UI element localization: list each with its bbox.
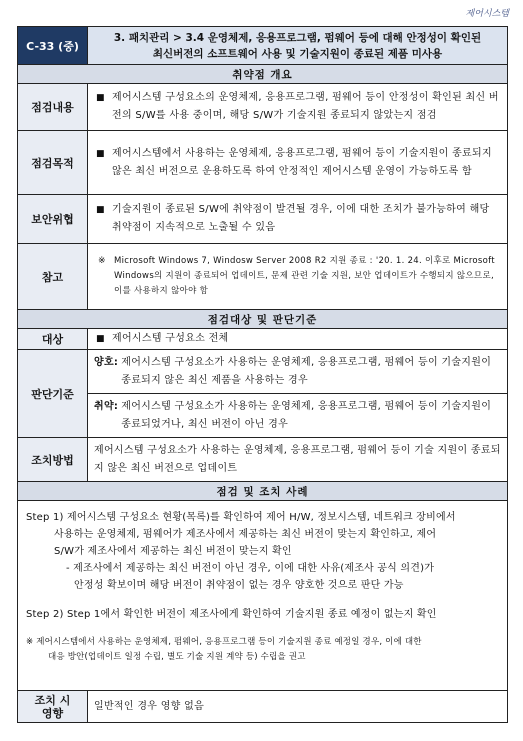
judge-good-row xyxy=(18,350,508,394)
action-text: 제어시스템 구성요소가 사용하는 운영체제, 응용프로그램, 펌웨어 등이 기술 지원이 종료되지 않은 최신 버전으로 업데이트 xyxy=(88,438,508,482)
criteria-section-title: 점검대상 및 판단기준 xyxy=(18,310,508,329)
bad-text: 제어시스템 구성요소가 사용하는 운영체제, 응용프로그램, 펌웨어 등이 기술지원이 종료되었거나, 최신 버전이 아닌 경우 xyxy=(121,400,492,430)
document-category-tag: 제어시스템 xyxy=(465,9,509,19)
row-text: 제어시스템 구성요소의 운영체제, 응용프로그램, 펌웨어 등이 안정성이 확인된 최신 버전의 S/W를 사용 중이며, 해당 S/W가 기술지원 종료되지 않았는지 점검 xyxy=(112,92,499,121)
item-title-line2: 최신버전의 소프트웨어 사용 및 기술지원이 종료된 제품 미사용 xyxy=(152,47,443,60)
overview-section-title: 취약점 개요 xyxy=(18,65,508,84)
step1-line3: S/W가 제조사에서 제공하는 최신 버전이 맞는지 확인 xyxy=(54,546,292,557)
impact-text: 일반적인 경우 영향 없음 xyxy=(88,691,508,723)
cases-section-title: 점검 및 조치 사례 xyxy=(18,482,508,501)
step2-line: Step 2) Step 1에서 확인한 버전이 제조사에게 확인하여 기술지원 종료 예정이 없는지 확인 xyxy=(26,609,437,620)
judge-label: 판단기준 xyxy=(18,350,88,438)
target-row xyxy=(18,329,508,350)
row-label: 점검목적 xyxy=(18,131,88,195)
row-label: 참고 xyxy=(18,244,88,310)
row-text: 기술지원이 종료된 S/W에 취약점이 발견될 경우, 이에 대한 조치가 불가능하여 해당 취약점이 지속적으로 노출될 수 있음 xyxy=(112,204,490,233)
item-title-line1: 3. 패치관리 > 3.4 운영체제, 응용프로그램, 펌웨어 등에 대해 안정성이 확인된 xyxy=(113,31,482,44)
target-label: 대상 xyxy=(18,329,88,350)
action-label: 조치방법 xyxy=(18,438,88,482)
good-text: 제어시스템 구성요소가 사용하는 운영체제, 응용프로그램, 펌웨어 등이 기술지원이 종료되지 않은 최신 제품을 사용하는 경우 xyxy=(121,356,492,386)
action-row xyxy=(18,438,508,482)
row-text: 제어시스템에서 사용하는 운영체제, 응용프로그램, 펌웨어 등이 기술지원이 종료되지 않은 최신 버전으로 운용하도록 하여 안정적인 제어시스템 운영이 가능하도록 함 xyxy=(112,147,492,177)
impact-label-line1: 조치 시 xyxy=(34,693,71,707)
row-label: 점검내용 xyxy=(18,84,88,131)
overview-row-threat xyxy=(18,195,508,244)
impact-row xyxy=(18,691,508,723)
impact-label-line2: 영향 xyxy=(41,706,64,720)
item-title xyxy=(88,27,508,65)
note-marker: ※ xyxy=(98,256,106,266)
item-code: C-33 (중) xyxy=(18,27,88,65)
judge-bad-row xyxy=(18,394,508,438)
bullet-marker: ■ xyxy=(96,334,105,344)
step1-sub-line1: - 제조사에서 제공하는 최신 버전이 아닌 경우, 이에 대한 사유(제조사 공식 의견)가 xyxy=(66,563,435,574)
impact-label xyxy=(18,691,88,723)
target-text: 제어시스템 구성요소 전체 xyxy=(112,333,229,344)
step1-line1: Step 1) 제어시스템 구성요소 현황(목록)를 확인하여 제어 H/W, 정보시스템, 네트워크 장비에서 xyxy=(26,512,456,523)
row-label: 보안위협 xyxy=(18,195,88,244)
overview-row-check-content xyxy=(18,84,508,131)
row-text: Microsoft Windows 7, Windosw Server 2008 R2 지원 종료 : '20. 1. 24. 이후로 Microsoft Windows의 지원이 종료되어 업데이트, 문제 관련 기술 지원, 보안 업데이트가 수행되지 않으므로, 이를 사용하지 않아야 함 xyxy=(114,256,495,296)
good-key: 양호: xyxy=(94,356,119,368)
bullet-marker: ■ xyxy=(96,148,105,159)
step1-sub-line2: 안정성 확보이며 해당 버전이 취약점이 없는 경우 양호한 것으로 판단 가능 xyxy=(74,580,404,591)
overview-row-reference xyxy=(18,244,508,310)
step1-line2: 사용하는 운영체제, 펌웨어가 제조사에서 제공하는 최신 버전이 맞는지 확인하고, 제어 xyxy=(54,529,437,540)
vulnerability-item-table xyxy=(17,26,508,723)
bullet-marker: ■ xyxy=(96,93,105,103)
note-line2: 대응 방안(업데이트 일정 수립, 별도 기술 지원 계약 등) 수립을 권고 xyxy=(48,652,306,662)
cases-body xyxy=(18,501,508,691)
overview-row-purpose xyxy=(18,131,508,195)
bad-key: 취약: xyxy=(94,400,119,412)
bullet-marker: ■ xyxy=(96,205,105,215)
note-line1: ※ 제어시스템에서 사용하는 운영체제, 펌웨어, 응용프로그램 등이 기술지원 종료 예정일 경우, 이에 대한 xyxy=(26,637,422,647)
